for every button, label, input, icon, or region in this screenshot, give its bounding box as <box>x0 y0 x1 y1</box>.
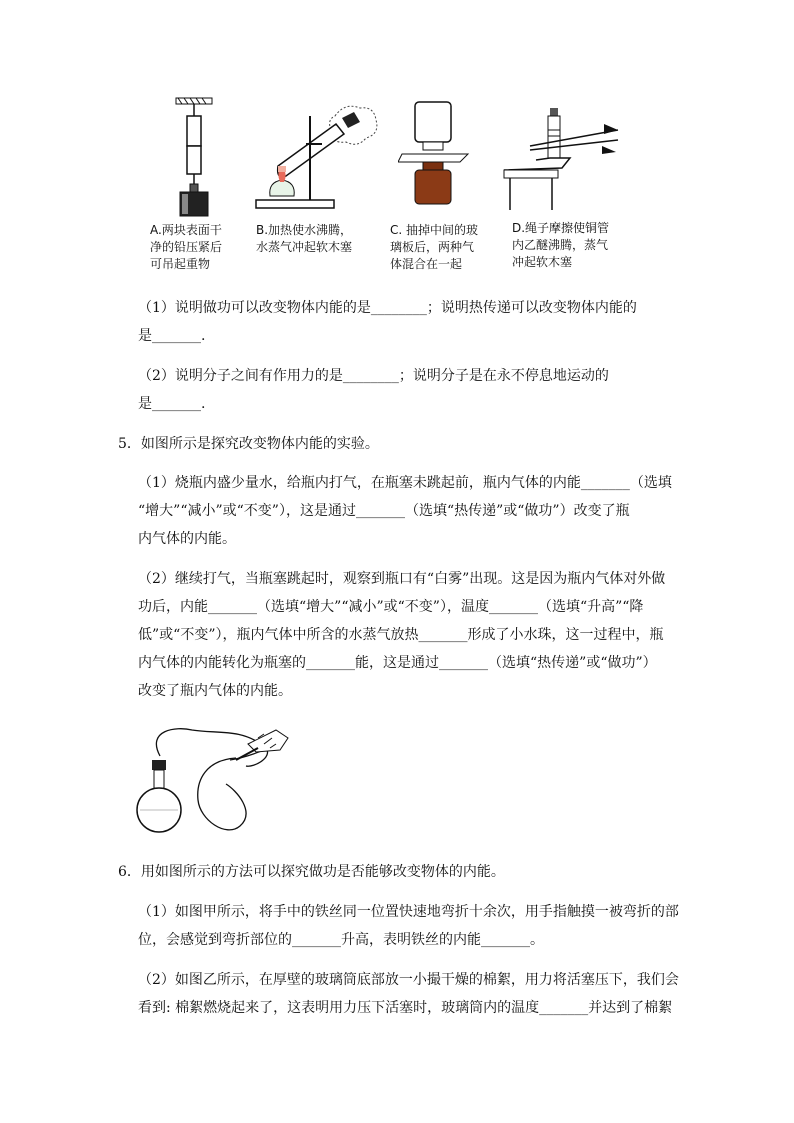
q5-title: 5．如图所示是探究改变物体内能的实验。 <box>118 436 379 452</box>
caption-line: 体混合在一起 <box>390 257 463 271</box>
q5-part2-line4: 内气体的内能转化为瓶塞的_______能，这是通过_______（选填“热传递”或“做功”） <box>138 655 657 671</box>
q6-title: 6．用如图所示的方法可以探究做功是否能够改变物体的内能。 <box>118 864 505 880</box>
q5-part1-line3: 内气体的内能。 <box>138 531 236 547</box>
q6-part1-line2: 位，会感觉到弯折部位的_______升高，表明铁丝的内能_______。 <box>138 932 544 948</box>
figure-c-caption <box>390 222 500 273</box>
figure-b-caption <box>256 222 376 256</box>
caption-line: 内乙醚沸腾，蒸气 <box>512 238 609 252</box>
q6-part2-line1: （2）如图乙所示，在厚壁的玻璃筒底部放一小撮干燥的棉絮，用力将活塞压下，我们会 <box>138 972 679 988</box>
q5-part2-line1: （2）继续打气，当瓶塞跳起时，观察到瓶口有“白雾”出现。这是因为瓶内气体对外做 <box>138 571 666 587</box>
caption-line: 冲起软木塞 <box>512 255 573 269</box>
caption-line: 水蒸气冲起软木塞 <box>256 240 353 254</box>
caption-line: D.绳子摩擦使铜管 <box>512 221 610 235</box>
q4-part1-line1: （1）说明做功可以改变物体内能的是________；说明热传递可以改变物体内能的 <box>138 300 637 316</box>
figure-d-copper-tube <box>500 106 624 212</box>
figure-a-caption <box>150 222 250 273</box>
q5-part1-line2: “增大”“减小”或“不变”），这是通过_______（选填“热传递”或“做功”）改变了瓶 <box>138 503 630 519</box>
caption-line: C. 抽掉中间的玻 <box>390 223 479 237</box>
caption-line: B.加热使水沸腾， <box>256 223 353 237</box>
q5-part1-line1: （1）烧瓶内盛少量水，给瓶内打气，在瓶塞未跳起前，瓶内气体的内能_______（选填 <box>138 475 672 491</box>
q4-part2-line1: （2）说明分子之间有作用力的是________；说明分子是在永不停息地运动的 <box>138 368 609 384</box>
q5-part2-line3: 低”或“不变”），瓶内气体中所含的水蒸气放热_______形成了小水珠，这一过程中，瓶 <box>138 627 664 643</box>
q4-part1-line2: 是_______. <box>138 328 206 344</box>
caption-line: A.两块表面干 <box>150 223 222 237</box>
figure-b-test-tube <box>250 96 380 218</box>
figure-a-lead-blocks <box>160 96 230 220</box>
q6-part1-line1: （1）如图甲所示，将手中的铁丝同一位置快速地弯折十余次，用手指触摸一被弯折的部 <box>138 904 679 920</box>
q4-part2-line2: 是_______. <box>138 396 206 412</box>
q5-part2-line5: 改变了瓶内气体的内能。 <box>138 683 292 699</box>
figure-c-gas-jars <box>398 96 478 208</box>
q6-part2-line2: 看到: 棉絮燃烧起来了，这表明用力压下活塞时，玻璃筒内的温度_______并达到了棉絮 <box>138 1000 673 1016</box>
caption-line: 璃板后，两种气 <box>390 240 475 254</box>
figure-d-caption <box>512 220 632 271</box>
caption-line: 可吊起重物 <box>150 257 211 271</box>
caption-line: 净的铅压紧后 <box>150 240 223 254</box>
q5-part2-line2: 功后，内能_______（选填“增大”“减小”或“不变”），温度_______（选填“升高”“降 <box>138 599 644 615</box>
figure-flask-pump <box>136 720 292 844</box>
